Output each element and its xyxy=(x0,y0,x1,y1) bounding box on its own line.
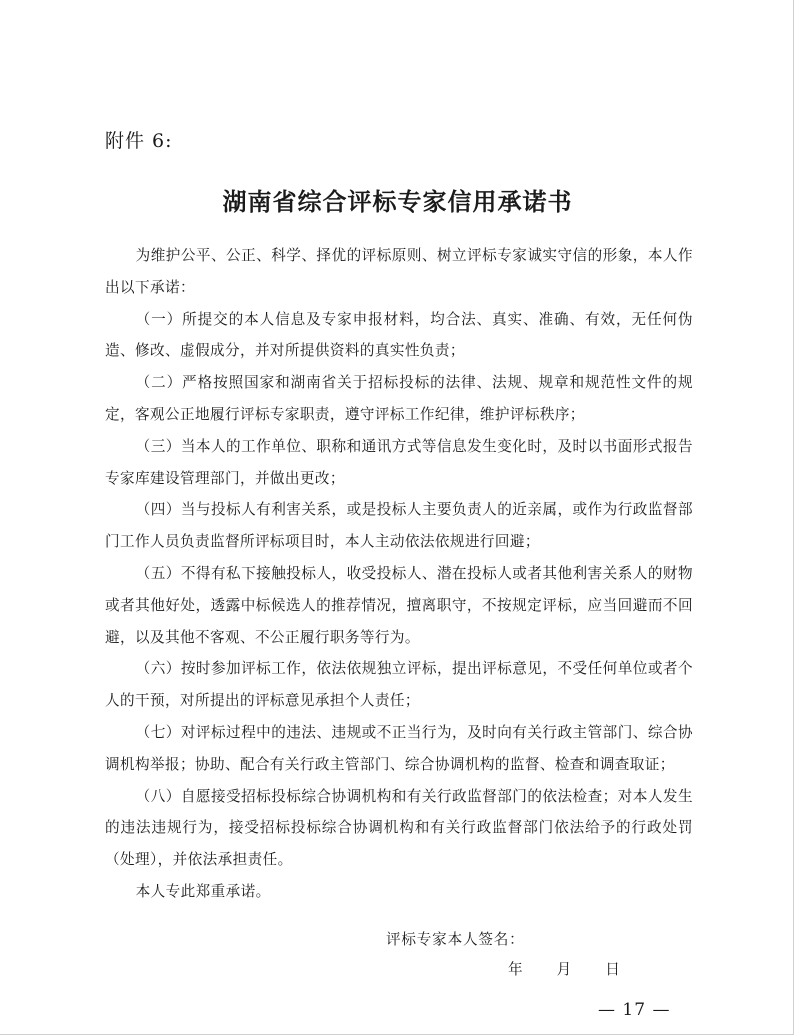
closing-statement: 本人专此郑重承诺。 xyxy=(135,882,271,900)
date-month: 月 xyxy=(556,961,572,978)
commitment-item-6: （六）按时参加评标工作，依法依规独立评标，提出评标意见，不受任何单位或者个人的干预，对所提出的评标意见承担个人责任； xyxy=(105,660,693,710)
commitment-item-2: （二）严格按照国家和湖南省关于招标投标的法律、法规、规章和规范性文件的规定，客观公正地履行评标专家职责，遵守评标工作纪律，维护评标秩序； xyxy=(105,374,693,423)
intro-paragraph: 为维护公平、公正、科学、择优的评标原则、树立评标专家诚实守信的形象，本人作出以下承诺： xyxy=(105,247,693,296)
commitment-item-7: （七）对评标过程中的违法、违规或不正当行为，及时向有关行政主管部门、综合协调机构举报；协助、配合有关行政主管部门、综合协调机构的监督、检查和调查取证； xyxy=(105,723,693,773)
page-number: — 17 — xyxy=(598,1000,671,1020)
signature-label: 评标专家本人签名： xyxy=(386,931,525,948)
date-year: 年 xyxy=(508,961,523,978)
commitment-item-8: （八）自愿接受招标投标综合协调机构和有关行政监督部门的依法检查；对本人发生的违法违规行为，接受招标投标综合协调机构和有关行政监督部门依法给予的行政处罚（处理），并依法承担责任。 xyxy=(105,787,693,869)
commitment-item-5: （五）不得有私下接触投标人，收受投标人、潜在投标人或者其他利害关系人的财物或者其他好处，透露中标候选人的推荐情况，擅离职守，不按规定评标，应当回避而不回避，以及其他不客观、不公正履行职务等行为。 xyxy=(105,564,693,646)
document-title: 湖南省综合评标专家信用承诺书 xyxy=(222,187,573,216)
commitment-item-3: （三）当本人的工作单位、职称和通讯方式等信息发生变化时，及时以书面形式报告专家库建设管理部门，并做出更改； xyxy=(105,437,693,487)
commitment-item-1: （一）所提交的本人信息及专家申报材料，均合法、真实、准确、有效，无任何伪造、修改、虚假成分，并对所提供资料的真实性负责； xyxy=(105,310,693,360)
date-day: 日 xyxy=(605,961,620,978)
commitment-item-4: （四）当与投标人有利害关系，或是投标人主要负责人的近亲属，或作为行政监督部门工作人员负责监督所评标项目时，本人主动依法依规进行回避； xyxy=(105,501,693,551)
document-body xyxy=(105,240,693,908)
attachment-label: 附件 6: xyxy=(105,130,173,152)
date-line xyxy=(508,958,620,979)
